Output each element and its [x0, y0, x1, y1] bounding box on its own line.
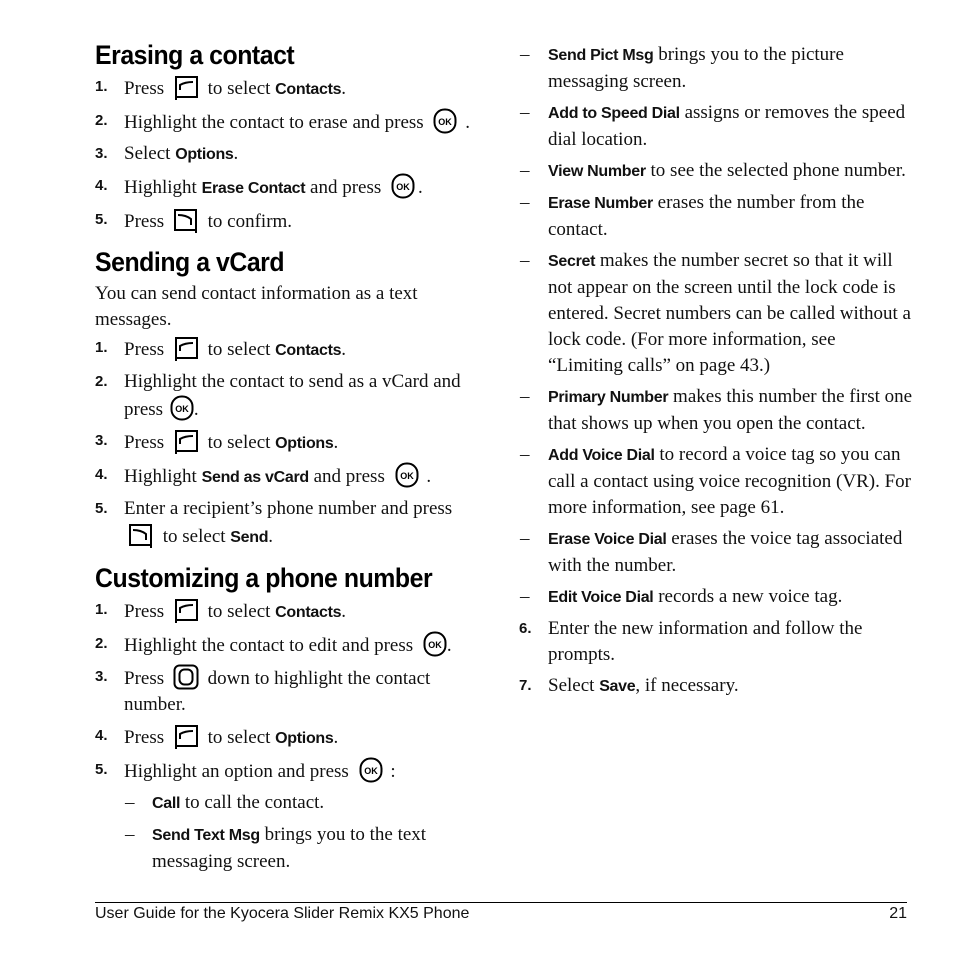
section-title-vcard: Sending a vCard [95, 247, 285, 277]
right-softkey-icon [173, 207, 199, 233]
navigation-key-icon [173, 664, 199, 690]
ok-key-icon [169, 395, 193, 421]
option-erase-voice-dial: – Erase Voice Dial erases the voice tag associated with the number. [520, 528, 903, 576]
vcard-step-2: 2. Highlight the contact to send as a vCard and press OK . [95, 371, 461, 420]
erasing-step-5: 5. Press to confirm. [95, 207, 475, 235]
erasing-step-1: 1. Press to select Contacts. [95, 74, 475, 103]
option-call: – Call to call the contact. [125, 792, 325, 813]
vcard-intro: You can send contact information as a text messages. [95, 283, 418, 330]
ok-key-icon [358, 757, 382, 783]
right-softkey-icon [128, 522, 154, 548]
option-add-voice-dial: – Add Voice Dial to record a voice tag so you can call a contact using voice recognition (VR). For more information, see page 61. [520, 444, 912, 518]
customizing-more-steps [519, 616, 914, 700]
option-list-right [519, 42, 914, 611]
vcard-step-3: 3. Press to select Options. [95, 428, 475, 457]
svg-text:OK: OK [399, 471, 414, 481]
customizing-step-2: 2. Highlight the contact to edit and press OK . [95, 631, 475, 659]
section-title-customizing: Customizing a phone number [95, 563, 433, 593]
svg-text:OK: OK [428, 640, 442, 650]
footer-title: User Guide for the Kyocera Slider Remix KX5 Phone [95, 905, 470, 922]
option-add-to-speed-dial: – Add to Speed Dial assigns or removes the speed dial location. [520, 102, 906, 150]
option-view-number: – View Number to see the selected phone number. [520, 160, 906, 181]
customizing-step-7: 7. Select Save, if necessary. [519, 675, 739, 696]
vcard-step-5: 5. Enter a recipient’s phone number and press to select Send. [95, 498, 453, 547]
option-send-text-msg: – Send Text Msg brings you to the text messaging screen. [125, 824, 427, 872]
option-primary-number: – Primary Number makes this number the first one that shows up when you open the contact. [520, 386, 913, 434]
option-list-left [95, 790, 475, 875]
erasing-step-4: 4. Highlight Erase Contact and press OK . [95, 173, 475, 202]
ok-key-icon [390, 173, 414, 199]
left-softkey-icon [173, 428, 199, 454]
customizing-step-6: 6. Enter the new information and follow the prompts. [519, 618, 863, 665]
right-column [519, 42, 914, 705]
option-edit-voice-dial: – Edit Voice Dial records a new voice tag. [520, 586, 843, 607]
left-softkey-icon [173, 335, 199, 361]
ok-key-icon [432, 108, 456, 134]
option-erase-number: – Erase Number erases the number from the contact. [520, 192, 865, 240]
ok-key-icon [422, 631, 446, 657]
customizing-step-4: 4. Press to select Options. [95, 723, 475, 752]
customizing-step-1: 1. Press to select Contacts. [95, 597, 475, 626]
option-send-pict-msg: – Send Pict Msg brings you to the picture messaging screen. [520, 44, 844, 92]
erasing-step-3: 3. Select Options. [95, 143, 239, 164]
erasing-step-2: 2. Highlight the contact to erase and press OK . [95, 108, 475, 136]
left-column [95, 38, 475, 880]
svg-text:OK: OK [175, 404, 189, 414]
left-softkey-icon [173, 597, 199, 623]
page-number: 21 [889, 905, 907, 922]
svg-text:OK: OK [438, 117, 453, 127]
left-softkey-icon [173, 723, 199, 749]
section-title-erasing: Erasing a contact [95, 40, 295, 70]
vcard-step-1: 1. Press to select Contacts. [95, 335, 475, 364]
ok-key-icon [394, 462, 418, 488]
option-secret: – Secret makes the number secret so that it will not appear on the screen until the lock code is entered. Secret numbers can be called without a lock code. (For more information, see “Limiting calls” on page 43.) [520, 250, 911, 376]
erasing-steps [95, 74, 475, 235]
left-softkey-icon [173, 74, 199, 100]
customizing-steps [95, 597, 475, 785]
vcard-step-4: 4. Highlight Send as vCard and press OK . [95, 462, 475, 491]
customizing-step-5: 5. Highlight an option and press OK : [95, 757, 475, 785]
page-footer [95, 902, 907, 923]
svg-text:OK: OK [396, 182, 410, 192]
customizing-step-3: 3. Press down to highlight the contact number. [95, 664, 475, 718]
vcard-steps [95, 335, 475, 551]
svg-text:OK: OK [363, 766, 378, 776]
